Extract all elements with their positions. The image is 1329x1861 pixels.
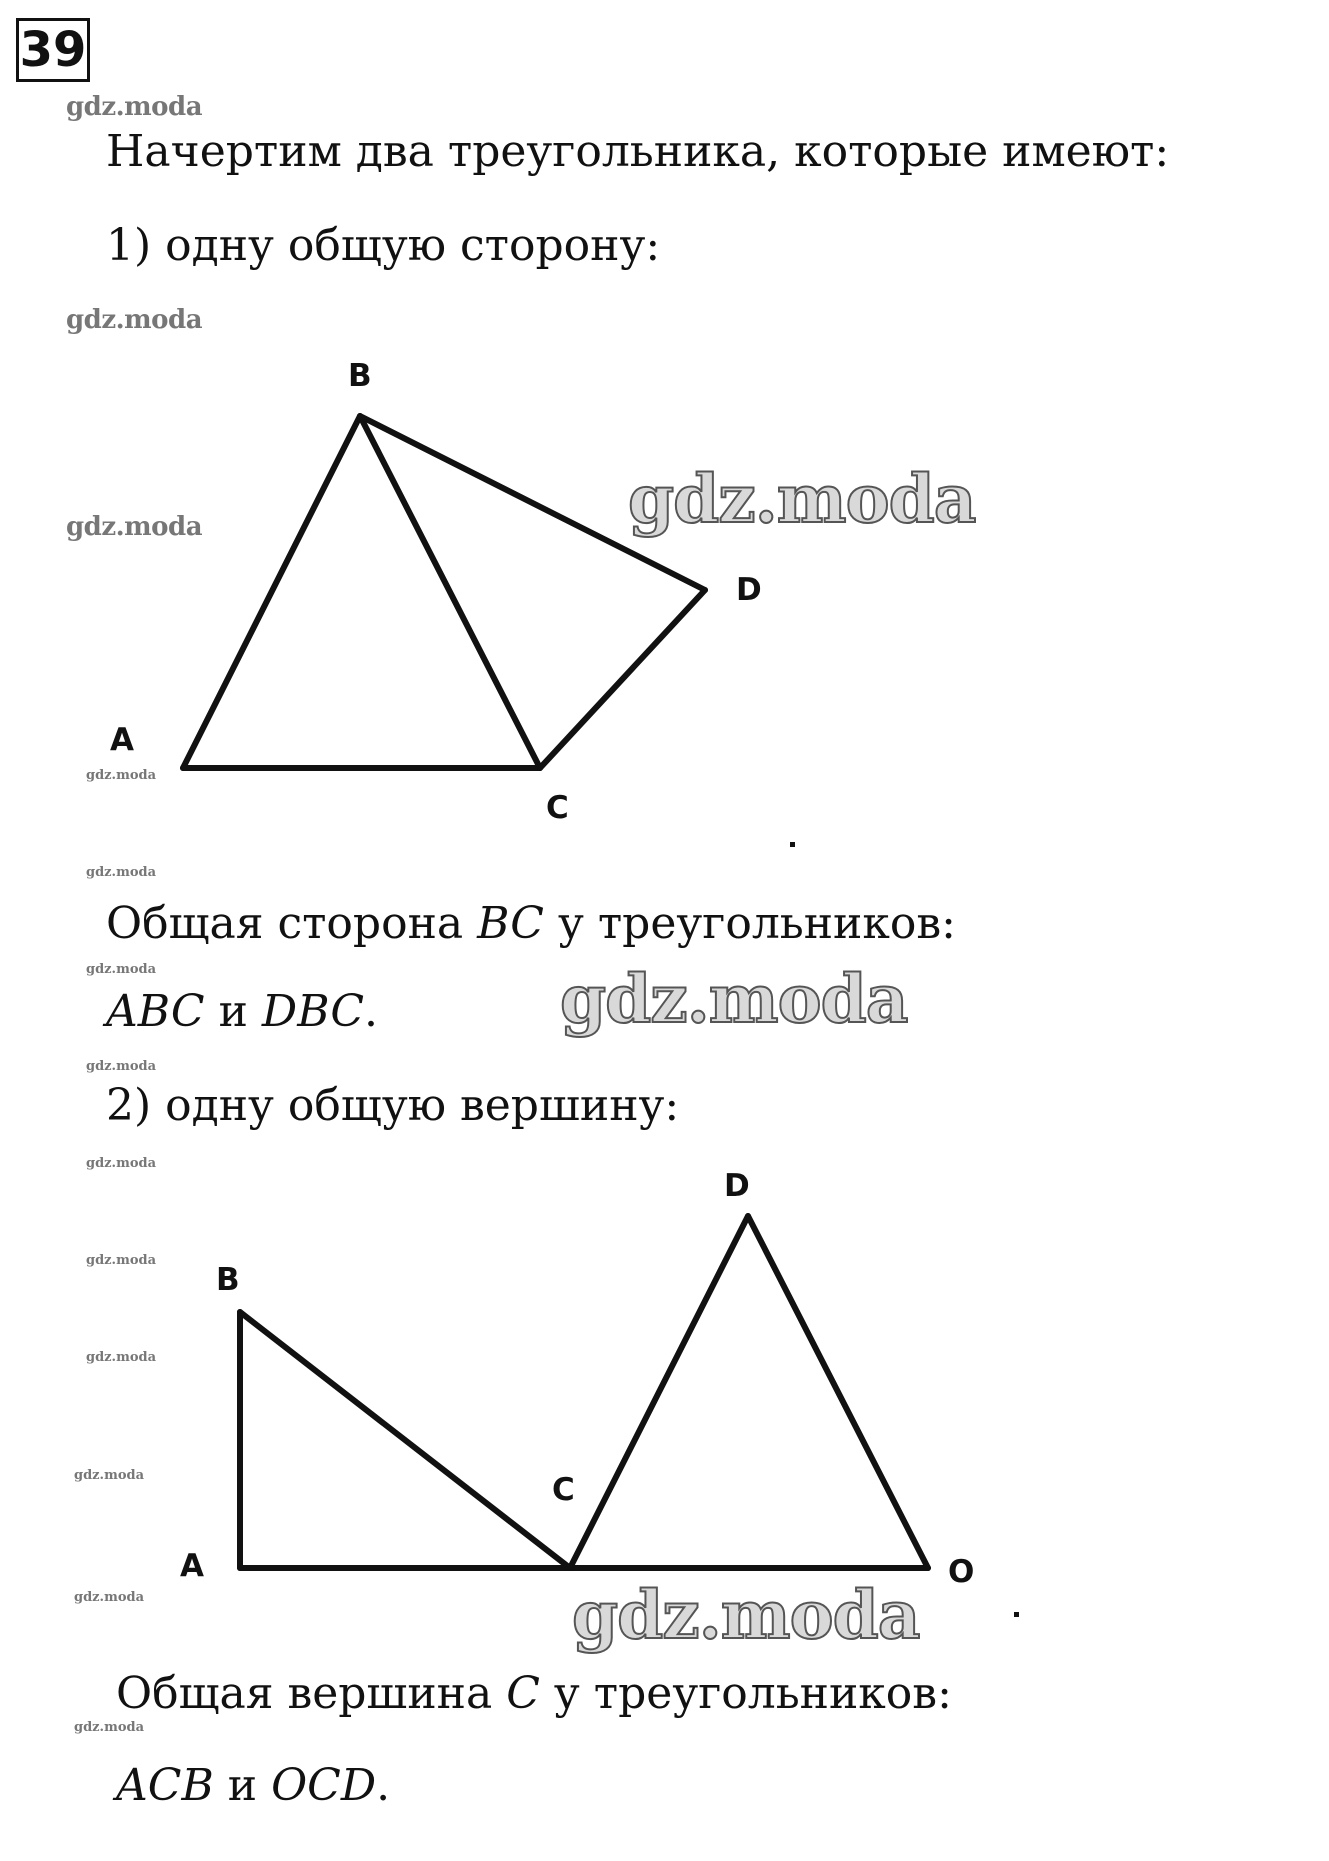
answer-prefix: Общая вершина xyxy=(116,1668,493,1719)
answer-suffix: у треугольников: xyxy=(557,898,956,949)
watermark: gdz.moda xyxy=(86,768,157,783)
trailing-dot xyxy=(1014,1612,1019,1617)
trailing-dot xyxy=(790,842,795,847)
side-ab xyxy=(183,416,360,768)
point-label-a: A xyxy=(180,1548,204,1584)
figure-common-vertex xyxy=(0,1170,1329,1590)
triangle-name: ABC xyxy=(106,986,205,1037)
problem-number: 39 xyxy=(16,18,90,82)
watermark: gdz.moda xyxy=(86,1253,157,1268)
part2-answer-line2 xyxy=(116,1762,390,1810)
part1-heading: 1) одну общую сторону: xyxy=(106,220,661,271)
intro-text: Начертим два треугольника, которые имеют: xyxy=(106,126,1170,177)
triangle-name: ACB xyxy=(116,1760,214,1811)
answer-prefix: Общая сторона xyxy=(106,898,464,949)
point-label-c: C xyxy=(546,790,569,826)
conjunction: и xyxy=(218,986,248,1037)
part2-answer-line1 xyxy=(116,1670,952,1718)
triangle-name: DBC xyxy=(261,986,365,1037)
side-dc xyxy=(540,590,705,768)
side-bc xyxy=(360,416,540,768)
part2-heading: 2) одну общую вершину: xyxy=(106,1080,680,1131)
point-label-d: D xyxy=(724,1170,750,1204)
point-label-o: O xyxy=(948,1554,975,1590)
period: . xyxy=(364,986,379,1037)
watermark: gdz.moda xyxy=(74,1590,145,1605)
watermark: gdz.moda xyxy=(86,1350,157,1365)
point-label-b: B xyxy=(348,358,372,394)
part1-answer-line2 xyxy=(106,988,378,1036)
figure-common-side xyxy=(0,340,1329,900)
watermark-large: gdz.moda xyxy=(560,960,908,1038)
common-side: BC xyxy=(477,898,544,949)
watermark: gdz.moda xyxy=(66,512,203,542)
period: . xyxy=(376,1760,391,1811)
common-vertex: C xyxy=(506,1668,540,1719)
watermark: gdz.moda xyxy=(86,1059,157,1074)
triangle-name: OCD xyxy=(271,1760,377,1811)
part1-answer-line1 xyxy=(106,900,956,948)
answer-suffix: у треугольников: xyxy=(553,1668,952,1719)
watermark: gdz.moda xyxy=(86,962,157,977)
watermark: gdz.moda xyxy=(74,1720,145,1735)
side-bc xyxy=(240,1312,570,1568)
point-label-d: D xyxy=(736,572,762,608)
watermark-large: gdz.moda xyxy=(628,460,976,538)
side-do xyxy=(748,1216,928,1568)
watermark: gdz.moda xyxy=(74,1468,145,1483)
point-label-a: A xyxy=(110,722,134,758)
point-label-c: C xyxy=(552,1472,575,1508)
conjunction: и xyxy=(227,1760,258,1811)
watermark: gdz.moda xyxy=(86,865,157,880)
side-cd xyxy=(570,1216,748,1568)
watermark: gdz.moda xyxy=(66,305,203,335)
watermark: gdz.moda xyxy=(66,92,203,122)
watermark: gdz.moda xyxy=(86,1156,157,1171)
point-label-b: B xyxy=(216,1262,240,1298)
watermark-large: gdz.moda xyxy=(572,1576,920,1654)
